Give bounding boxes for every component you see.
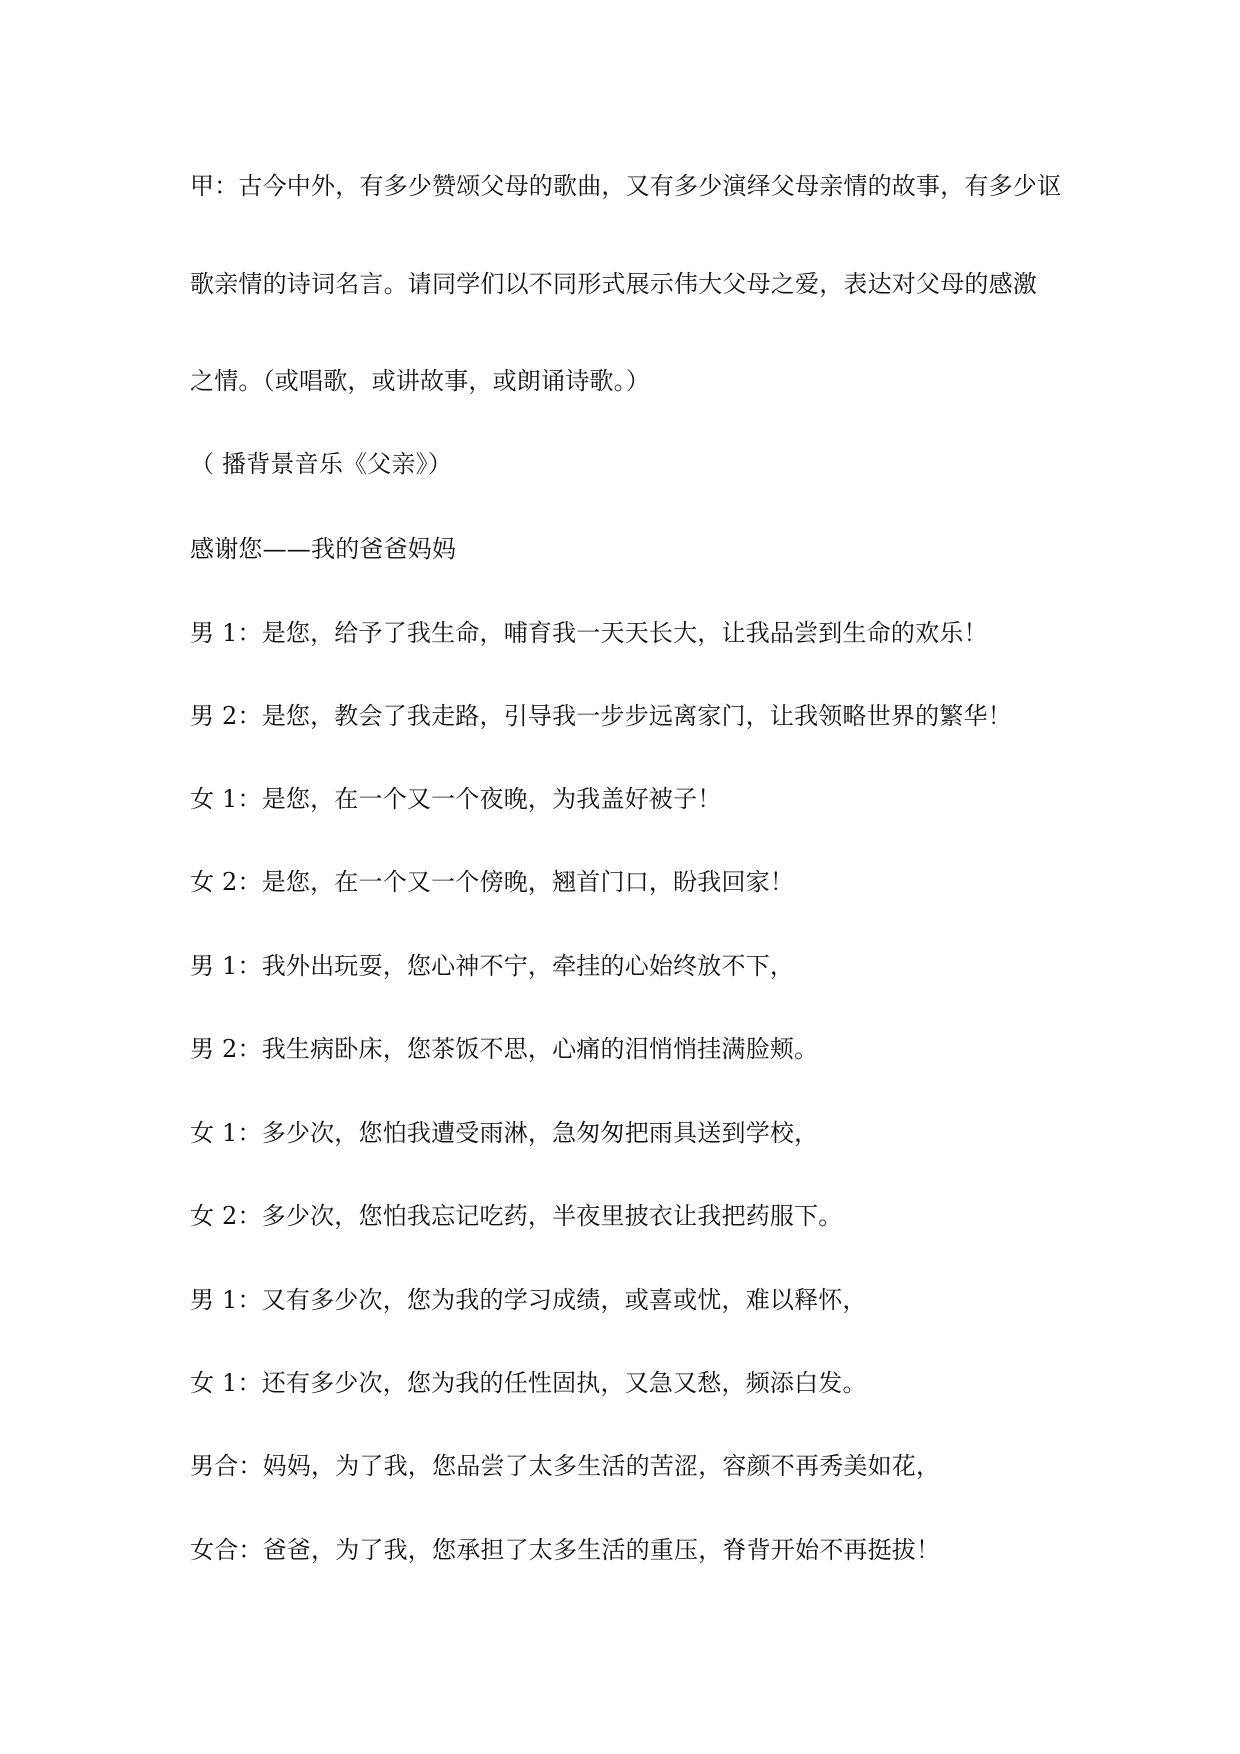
paragraph-intro-line-1: 甲：古今中外，有多少赞颂父母的歌曲，又有多少演绎父母亲情的故事，有多少讴	[190, 172, 1062, 200]
paragraph-intro-line-2: 歌亲情的诗词名言。请同学们以不同形式展示伟大父母之爱，表达对父母的感激	[190, 270, 1037, 298]
dialogue-line: 男 2：我生病卧床，您茶饭不思，心痛的泪悄悄挂满脸颊。	[190, 1035, 819, 1063]
dialogue-line: 男 2：是您，教会了我走路，引导我一步步远离家门，让我领略世界的繁华！	[190, 702, 1012, 730]
dialogue-line: 女 1：多少次，您怕我遭受雨淋，急匆匆把雨具送到学校，	[190, 1119, 819, 1147]
dialogue-line: 男 1：又有多少次，您为我的学习成绩，或喜或忧，难以释怀，	[190, 1286, 867, 1314]
dialogue-line: 女 1：还有多少次，您为我的任性固执，又急又愁，频添白发。	[190, 1369, 867, 1397]
dialogue-line: 女 2：多少次，您怕我忘记吃药，半夜里披衣让我把药服下。	[190, 1202, 843, 1230]
dialogue-line: 女 1：是您，在一个又一个夜晚，为我盖好被子！	[190, 785, 722, 813]
paragraph-intro-line-3: 之情。（或唱歌，或讲故事，或朗诵诗歌。）	[190, 367, 650, 395]
dialogue-line: 女 2：是您，在一个又一个傍晚，翘首门口，盼我回家！	[190, 868, 795, 896]
dialogue-line: 女合：爸爸，为了我，您承担了太多生活的重压，脊背开始不再挺拔！	[190, 1536, 941, 1564]
dialogue-line: 男合：妈妈，为了我，您品尝了太多生活的苦涩，容颜不再秀美如花，	[190, 1452, 941, 1480]
stage-direction: （ 播背景音乐《父亲》）	[190, 450, 453, 478]
section-title: 感谢您——我的爸爸妈妈	[190, 535, 457, 563]
dialogue-line: 男 1：我外出玩耍，您心神不宁，牵挂的心始终放不下，	[190, 952, 795, 980]
dialogue-line: 男 1：是您，给予了我生命，哺育我一天天长大，让我品尝到生命的欢乐！	[190, 619, 988, 647]
